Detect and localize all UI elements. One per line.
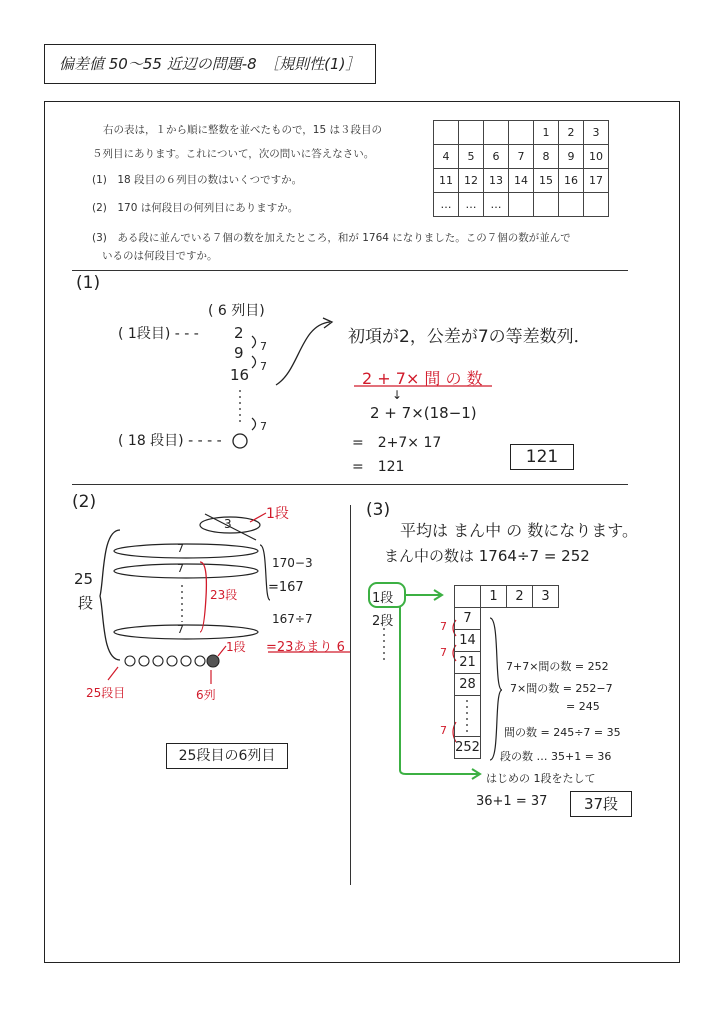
table-cell: 3: [584, 121, 609, 145]
sol1-calc3: = 121: [352, 459, 405, 475]
sol3-step-mark: 7: [440, 620, 447, 633]
table-cell: 5: [459, 145, 484, 169]
sol3-step-mark: 7: [440, 646, 447, 659]
sol3-cell: 14: [455, 630, 481, 652]
sol1-formula: 2 + 7× 間 の 数: [362, 369, 483, 388]
sol3-cell: 1: [481, 586, 507, 608]
sol3-eq4: 間の数 = 245÷7 = 35: [504, 726, 621, 739]
sol2-row-num: 7: [177, 562, 184, 575]
table-cell: 12: [459, 169, 484, 193]
sol2-calc3: 167÷7: [272, 612, 313, 626]
sol3-cell: [455, 696, 481, 737]
table-cell: 13: [484, 169, 509, 193]
sol2-first-row2: 1段: [226, 640, 246, 654]
sol2-row25: 25段目: [86, 686, 126, 700]
table-cell: …: [434, 193, 459, 217]
table-cell: 15: [534, 169, 559, 193]
table-cell: 6: [484, 145, 509, 169]
sol3-tag1: 1段: [372, 591, 394, 606]
sol3-cell: 252: [455, 737, 481, 759]
sol3-line1: 平均は まん中 の 数になります。: [400, 521, 638, 540]
table-cell: 7: [509, 145, 534, 169]
sol3-eq1: 7+7×間の数 = 252: [506, 660, 609, 673]
problem-intro-2: ５列目にあります。これについて，次の問いに答えなさい。: [92, 148, 375, 160]
sol3-step-mark: 7: [440, 724, 447, 737]
table-cell: …: [484, 193, 509, 217]
sol3-cell: [455, 586, 481, 608]
sol1-calc2: = 2+7× 17: [352, 435, 442, 451]
question-3-line1: (3) ある段に並んでいる７個の数を加えたところ，和が 1764 になりました。この７個の数が並んで: [92, 232, 571, 244]
sol3-eq7: 36+1 = 37: [476, 794, 548, 809]
sol3-cell: 2: [507, 586, 533, 608]
table-cell: 16: [559, 169, 584, 193]
table-cell: 2: [559, 121, 584, 145]
sol2-first-row: 1段: [266, 506, 289, 522]
sol3-eq3: = 245: [566, 700, 600, 713]
sol3-cell: 21: [455, 652, 481, 674]
sol3-label: (3): [366, 500, 391, 520]
sol3-line2: まん中の数は 1764÷7 = 252: [384, 547, 590, 565]
sol1-d2: 7: [260, 360, 267, 373]
question-1: (1) 18 段目の６列目の数はいくつですか。: [92, 174, 303, 186]
sol3-tag2: 2段: [372, 614, 394, 629]
sol2-rows23: 23段: [210, 588, 238, 602]
table-cell: 11: [434, 169, 459, 193]
sol1-v1: 2: [234, 324, 244, 342]
sol1-calc1: 2 + 7×(18−1): [370, 404, 477, 422]
sol2-calc1: 170−3: [272, 556, 313, 570]
page-title: 偏差値 50〜55 近辺の問題-8 ［規則性(1)］: [44, 44, 376, 84]
question-2: (2) 170 は何段目の何列目にありますか。: [92, 202, 299, 214]
problem-intro-1: 右の表は，１から順に整数を並べたもので，15 は３段目の: [103, 124, 382, 136]
sol1-d3: 7: [260, 420, 267, 433]
table-cell: 17: [584, 169, 609, 193]
table-cell: 8: [534, 145, 559, 169]
sol3-eq2: 7×間の数 = 252−7: [510, 682, 613, 695]
sol2-calc4: =23あまり 6: [266, 640, 345, 655]
sol3-eq6: はじめの 1段をたして: [486, 772, 596, 785]
sol3-cell: 28: [455, 674, 481, 696]
sol1-row1-label: ( 1段目) - - -: [118, 326, 199, 342]
sol2-calc2: =167: [268, 580, 304, 595]
sol2-top-num: 3: [224, 517, 232, 531]
sol3-answer: 37段: [570, 791, 632, 817]
sol1-v3: 16: [230, 366, 250, 384]
sol1-col-header: ( 6 列目): [208, 303, 265, 319]
sol1-answer: 121: [510, 444, 574, 470]
sol1-row18-label: ( 18 段目) - - - -: [118, 433, 222, 449]
table-cell: …: [459, 193, 484, 217]
sol2-answer: 25段目の6列目: [166, 743, 288, 769]
sol2-left-label: 25: [74, 570, 94, 588]
table-cell: 14: [509, 169, 534, 193]
table-cell: 10: [584, 145, 609, 169]
sol2-row-num: 7: [177, 542, 184, 555]
sol2-label: (2): [72, 492, 97, 512]
sol3-cell: 7: [455, 608, 481, 630]
sol1-d1: 7: [260, 340, 267, 353]
table-cell: 4: [434, 145, 459, 169]
sol1-label: (1): [76, 273, 101, 293]
table-cell: 9: [559, 145, 584, 169]
table-cell: 1: [534, 121, 559, 145]
sol1-seq-note: 初項が2，公差が7の等差数列．: [348, 327, 591, 347]
sol2-col6: 6列: [196, 688, 216, 702]
sol3-cell: 3: [533, 586, 559, 608]
sol2-row-num: 7: [177, 623, 184, 636]
sol1-v2: 9: [234, 344, 244, 362]
sol1-arrow: ↓: [392, 388, 403, 402]
question-3-line2: いるのは何段目ですか。: [102, 250, 218, 262]
sol3-eq5: 段の数 … 35+1 = 36: [500, 750, 612, 763]
sol2-left-label: 段: [78, 594, 94, 612]
